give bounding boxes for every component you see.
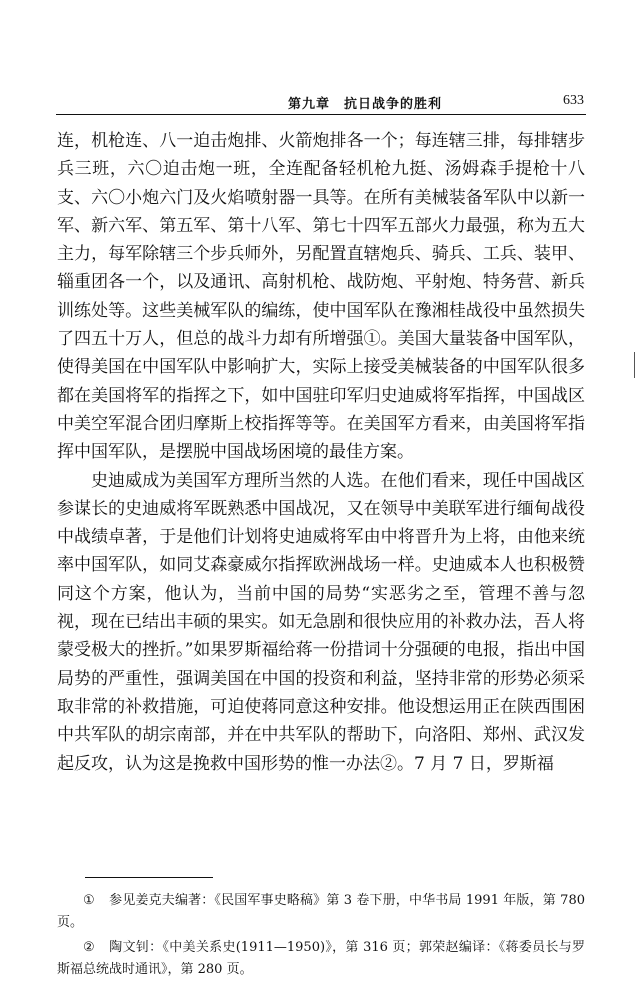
- footnotes: [57, 890, 585, 984]
- body-text: [57, 127, 585, 778]
- footnote-1: [57, 890, 585, 934]
- footnote-2: [57, 937, 585, 981]
- footnote-mark: ①: [83, 893, 95, 908]
- header-rule: [56, 114, 586, 115]
- page-number: 633: [563, 93, 584, 108]
- page-edge-mark: [634, 352, 635, 378]
- chapter-title: 第九章 抗日战争的胜利: [288, 97, 443, 112]
- footnote-mark: ②: [83, 940, 95, 955]
- footnote-rule: [85, 877, 213, 878]
- footnote-text: 陶文钊：《中美关系史(1911—1950)》，第 316 页；郭荣赵编译：《蒋委员长与罗斯福总统战时通讯》，第 280 页。: [57, 940, 585, 977]
- footnote-text: 参见姜克夫编著：《民国军事史略稿》第 3 卷下册，中华书局 1991 年版，第 780 页。: [57, 893, 585, 930]
- paragraph-1: 连，机枪连、八一迫击炮排、火箭炮排各一个；每连辖三排，每排辖步兵三班，六〇迫击炮一班，全连配备轻机枪九挺、汤姆森手提枪十八支、六〇小炮六门及火焰喷射器一具等。在所有美械装备军队中以新一军、新六军、第五军、第十八军、第七十四军五部火力最强，称为五大主力，每军除辖三个步兵师外，另配置直辖炮兵、骑兵、工兵、装甲、辎重团各一个，以及通讯、高射机枪、战防炮、平射炮、特务营、新兵训练处等。这些美械军队的编练，使中国军队在豫湘桂战役中虽然损失了四五十万人，但总的战斗力却有所增强①。美国大量装备中国军队，使得美国在中国军队中影响扩大，实际上接受美械装备的中国军队很多都在美国将军的指挥之下，如中国驻印军归史迪威将军指挥，中国战区中美空军混合团归摩斯上校指挥等等。在美国军方看来，由美国将军指挥中国军队，是摆脱中国战场困境的最佳方案。: [57, 131, 585, 463]
- running-header: [56, 93, 584, 113]
- paragraph-2: 史迪威成为美国军方理所当然的人选。在他们看来，现任中国战区参谋长的史迪威将军既熟悉中国战况，又在领导中美联军进行缅甸战役中战绩卓著，于是他们计划将史迪威将军由中将晋升为上将，由他来统率中国军队，如同艾森豪威尔指挥欧洲战场一样。史迪威本人也积极赞同这个方案，他认为，当前中国的局势“实恶劣之至，管理不善与忽视，现在已结出丰硕的果实。如无急剧和很快应用的补救办法，吾人将蒙受极大的挫折。”如果罗斯福给蒋一份措词十分强硬的电报，指出中国局势的严重性，强调美国在中国的投资和利益，坚持非常的形势必须采取非常的补救措施，可迫使蒋同意这种安排。他设想运用正在陕西围困中共军队的胡宗南部，并在中共军队的帮助下，向洛阳、郑州、武汉发起反攻，认为这是挽救中国形势的惟一办法②。7 月 7 日，罗斯福: [57, 470, 585, 774]
